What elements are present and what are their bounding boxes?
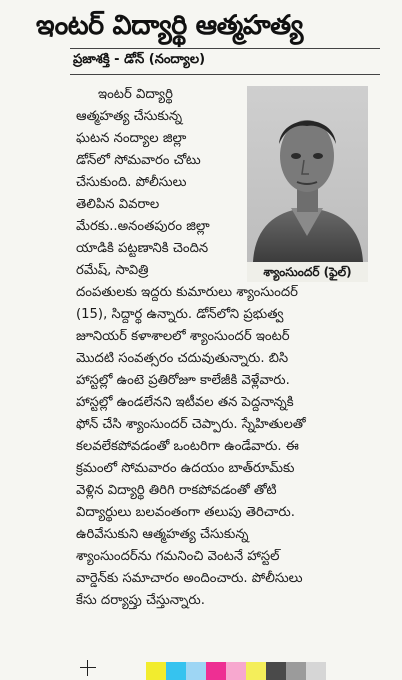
color-swatch (246, 662, 266, 680)
body-line: హాస్టల్లో ఉండలేనని ఇటీవల తన పెద్దనాన్నకి (76, 395, 294, 410)
body-line: వార్డెన్‌కు సమాచారం అందించారు. పోలీసులు (76, 571, 303, 586)
headline-rule (70, 48, 380, 49)
body-line: రమేష్, సావిత్రి (76, 263, 149, 278)
body-line: ఫోన్ చేసి శ్యాంసుందర్ చెప్పారు. స్నేహితులతో (76, 417, 306, 432)
body-line: విద్యార్థులు బలవంతంగా తలుపు తెరిచారు. (76, 505, 295, 520)
body-line: (15), సిద్దార్థ ఉన్నారు. డోన్‌లోని ప్రభుత్వ (76, 307, 284, 322)
color-swatch (166, 662, 186, 680)
photo-caption: శ్యాంసుందర్ (ఫైల్) (247, 262, 368, 282)
body-line: యాడికి పట్టణానికి చెందిన (76, 241, 209, 256)
color-swatch (146, 662, 166, 680)
body-line: ఇంటర్ విద్యార్థి (98, 87, 173, 102)
body-line: కేసు దర్యాప్తు చేస్తున్నారు. (76, 593, 205, 608)
color-swatch (286, 662, 306, 680)
body-line: డోన్‌లో సోమవారం చోటు (76, 153, 201, 168)
color-bar (146, 662, 326, 680)
body-line: శ్యాంసుందర్‌ను గమనించి వెంటనే హాస్టల్ (76, 549, 280, 564)
color-swatch (226, 662, 246, 680)
body-line: మొదటి సంవత్సరం చదువుతున్నారు. బిసి (76, 351, 289, 366)
article-body (76, 84, 380, 612)
body-line: ఘటన నంద్యాల జిల్లా (76, 131, 187, 146)
body-line: వెళ్లిన విద్యార్థి తిరిగి రాకపోవడంతో తోటి (76, 483, 277, 498)
body-line: జూనియర్ కళాశాలలో శ్యాంసుందర్ ఇంటర్ (76, 329, 290, 344)
dateline: ప్రజాశక్తి - డోన్ (నంద్యాల) (73, 52, 206, 67)
color-swatch (206, 662, 226, 680)
headline: ఇంటర్ విద్యార్థి ఆత్మహత్య (36, 10, 303, 41)
dateline-rule (70, 74, 380, 75)
body-line: దంపతులకు ఇద్దరు కుమారులు శ్యాంసుందర్ (76, 285, 298, 300)
body-line: తెలిపిన వివరాల (76, 197, 160, 212)
body-line: కలవలేకపోవడంతో ఒంటరిగా ఉండేవారు. ఈ (76, 439, 299, 454)
color-swatch (306, 662, 326, 680)
registration-mark-icon (80, 660, 96, 676)
body-line: క్రమంలో సోమవారం ఉదయం బాత్‌రూమ్‌కు (76, 461, 295, 476)
color-swatch (186, 662, 206, 680)
body-line: ఉరివేసుకుని ఆత్మహత్య చేసుకున్న (76, 527, 249, 542)
body-line: మేరకు..అనంతపురం జిల్లా (76, 219, 210, 234)
body-line: ఆత్మహత్య చేసుకున్న (76, 109, 183, 124)
body-line: హాస్టల్లో ఉంటె ప్రతిరోజూ కాలేజీకి వెళ్లేవారు. (76, 373, 290, 388)
color-swatch (266, 662, 286, 680)
body-line: చేసుకుంది. పోలీసులు (76, 175, 187, 190)
